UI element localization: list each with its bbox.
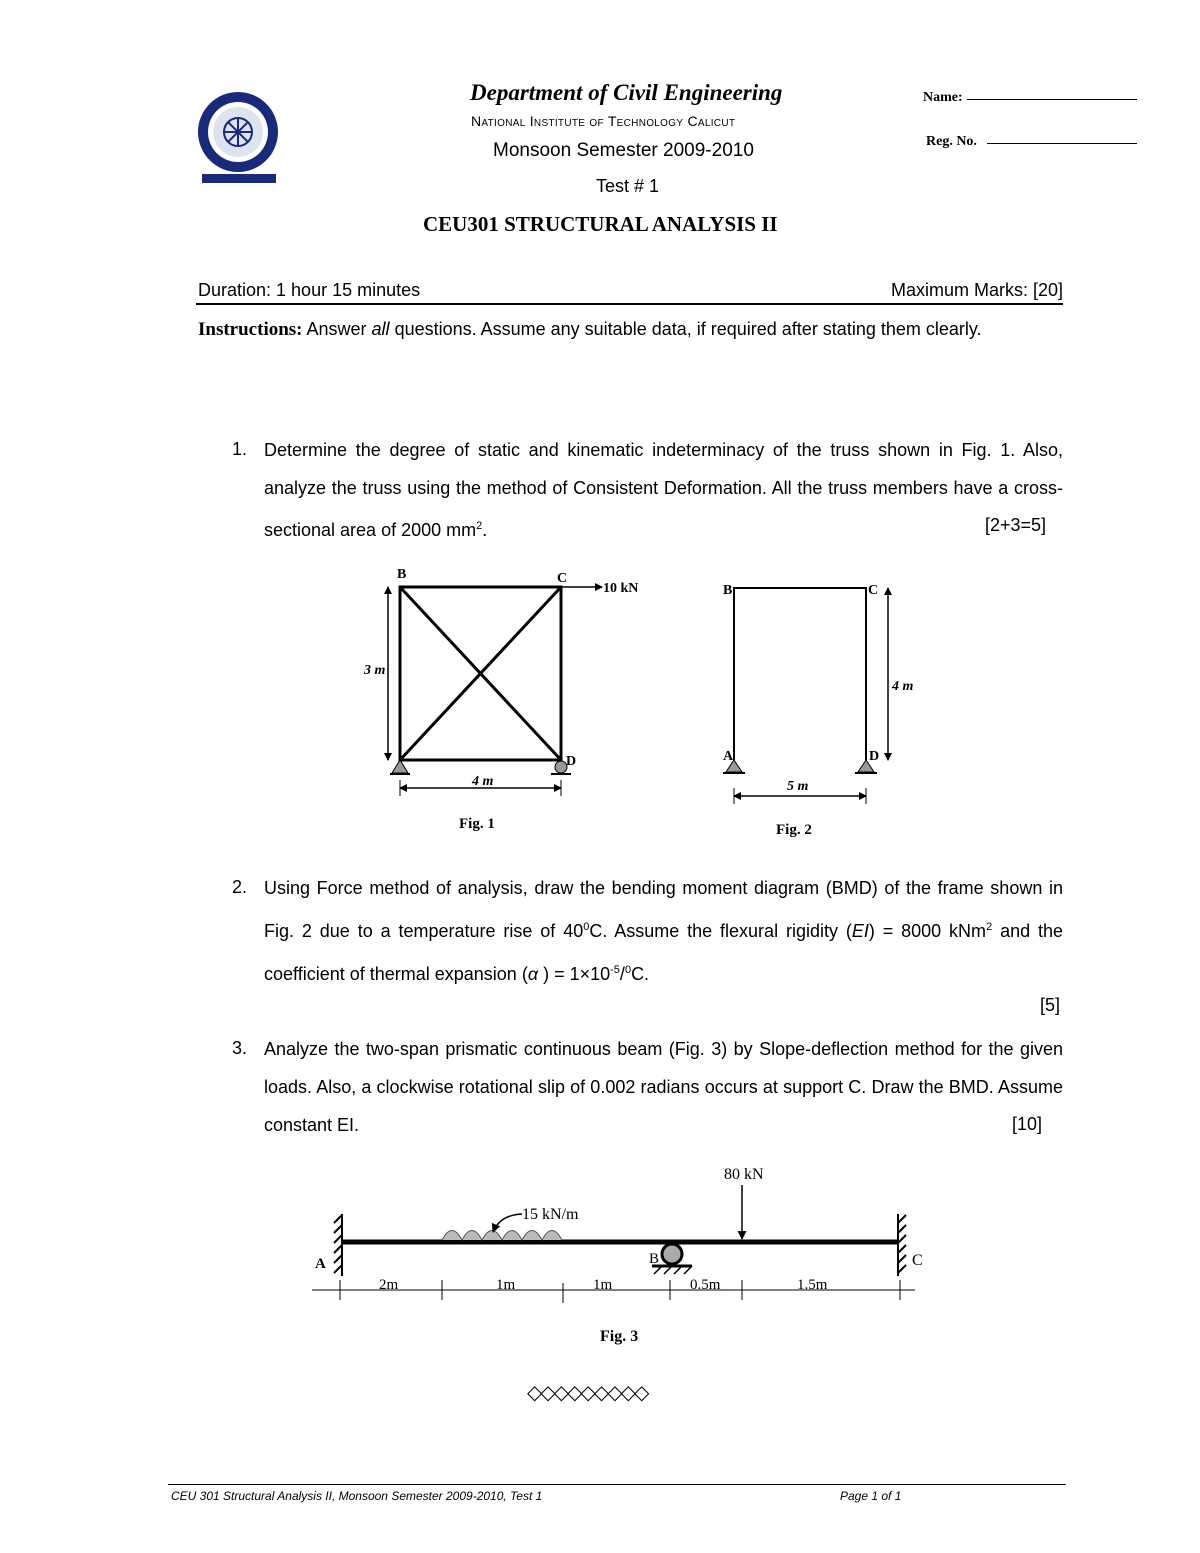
node-c-label: C [912, 1252, 923, 1269]
pin-support-a [390, 760, 410, 774]
question-number: 1. [232, 439, 248, 459]
name-label: Name: [923, 90, 963, 105]
question-2-sup-3: -5 [610, 964, 620, 976]
node-c-label: C [868, 583, 879, 598]
question-2-part-4: and the coefficient of thermal expansion ( [264, 921, 1064, 984]
portal-frame [734, 588, 866, 760]
instructions-text: Answer [302, 319, 372, 339]
udl-load [442, 1231, 562, 1241]
instructions-label: Instructions: [198, 319, 303, 340]
question-2-part-2: C. Assume the flexural rigidity ( [589, 921, 852, 941]
question-2-part-1: Using Force method of analysis, draw the bending moment diagram (BMD) of the frame shown in Fig. 2 due to a temperature rise of 40 [264, 878, 1063, 941]
fixed-support-c-hatch [898, 1214, 906, 1276]
node-c-label: C [557, 571, 568, 586]
node-b-label: B [397, 567, 407, 582]
question-1-period: . [482, 520, 488, 540]
regno-field-line [987, 143, 1137, 144]
course-title: CEU301 STRUCTURAL ANALYSIS II [423, 212, 778, 236]
span-label: 1m [593, 1277, 613, 1293]
department-title: Department of Civil Engineering [470, 80, 783, 105]
question-2-text [264, 869, 1063, 994]
figure-2-caption: Fig. 2 [776, 822, 812, 838]
question-2-alpha: α [527, 964, 539, 984]
node-b-label: B [649, 1251, 660, 1267]
question-1-marks: [2+3=5] [985, 515, 1047, 535]
span-label: 1.5m [797, 1277, 828, 1293]
node-a-label: A [315, 1256, 326, 1272]
institute-name: National Institute of Technology Calicut [471, 113, 736, 129]
figure-3-caption: Fig. 3 [600, 1328, 639, 1345]
test-number: Test # 1 [596, 176, 660, 196]
span-label: 0.5m [690, 1277, 721, 1293]
footer-rule [168, 1484, 1066, 1485]
question-3-marks: [10] [1012, 1114, 1043, 1134]
node-d-label: D [869, 749, 880, 764]
figure-1-caption: Fig. 1 [459, 816, 495, 832]
figure-3-beam [300, 1155, 950, 1355]
question-2-part-6: / [619, 964, 625, 984]
semester: Monsoon Semester 2009-2010 [493, 140, 754, 161]
question-2-sup-1: 0 [583, 921, 590, 933]
height-label: 3 m [364, 663, 386, 678]
footer-course-info: CEU 301 Structural Analysis II, Monsoon Semester 2009-2010, Test 1 [171, 1489, 543, 1503]
question-number: 2. [232, 877, 248, 897]
question-2-marks: [5] [1040, 995, 1061, 1015]
regno-label: Reg. No. [926, 134, 977, 149]
question-2-part-5: ) = 1×10 [538, 964, 611, 984]
point-load-label: 80 kN [724, 1166, 764, 1183]
instructions-text-rest: questions. Assume any suitable data, if required after stating them clearly. [389, 319, 982, 339]
width-label: 5 m [787, 779, 809, 794]
question-2-sup-2: 2 [986, 921, 993, 933]
question-2-sup-4: 0 [624, 964, 632, 976]
instructions [198, 310, 1063, 349]
question-number: 3. [232, 1038, 248, 1058]
question-1-body: Determine the degree of static and kinematic indeterminacy of the truss shown in Fig. 1. Also, analyze the truss using the method of Consistent Deformation. All the truss members have a cross-sectional area of 2000 mm [264, 440, 1063, 540]
name-field-line [967, 99, 1137, 100]
span-label: 2m [379, 1277, 399, 1293]
question-2-part-7: C. [631, 964, 650, 984]
span-label: 1m [496, 1277, 516, 1293]
width-label: 4 m [472, 774, 494, 789]
instructions-emphasis: all [371, 319, 390, 339]
question-1-superscript: 2 [476, 520, 483, 532]
udl-leader-arrow [493, 1214, 522, 1232]
node-d-label: D [566, 754, 577, 769]
duration: Duration: 1 hour 15 minutes [198, 280, 421, 300]
question-1-text [264, 431, 1063, 549]
question-2-ei: EI [851, 921, 869, 941]
page-number: Page 1 of 1 [840, 1489, 902, 1503]
maximum-marks: Maximum Marks: [20] [890, 280, 1063, 300]
node-b-label: B [723, 583, 733, 598]
figure-2-frame [710, 570, 930, 845]
end-of-paper-mark: ◇◇◇◇◇◇◇◇◇ [527, 1382, 648, 1404]
udl-label: 15 kN/m [522, 1206, 579, 1223]
load-label: 10 kN [603, 581, 639, 596]
institute-logo [196, 90, 282, 186]
node-a-label: A [723, 749, 734, 764]
question-2-part-3: ) = 8000 kNm [868, 921, 987, 941]
header-rule [196, 303, 1063, 305]
height-label: 4 m [892, 679, 914, 694]
question-3-text: Analyze the two-span prismatic continuous beam (Fig. 3) by Slope-deflection method for the given loads. Also, a clockwise rotational slip of 0.002 radians occurs at support C. Draw the BMD. Assume constant EI. [264, 1039, 1063, 1135]
figure-1-truss [350, 560, 670, 845]
